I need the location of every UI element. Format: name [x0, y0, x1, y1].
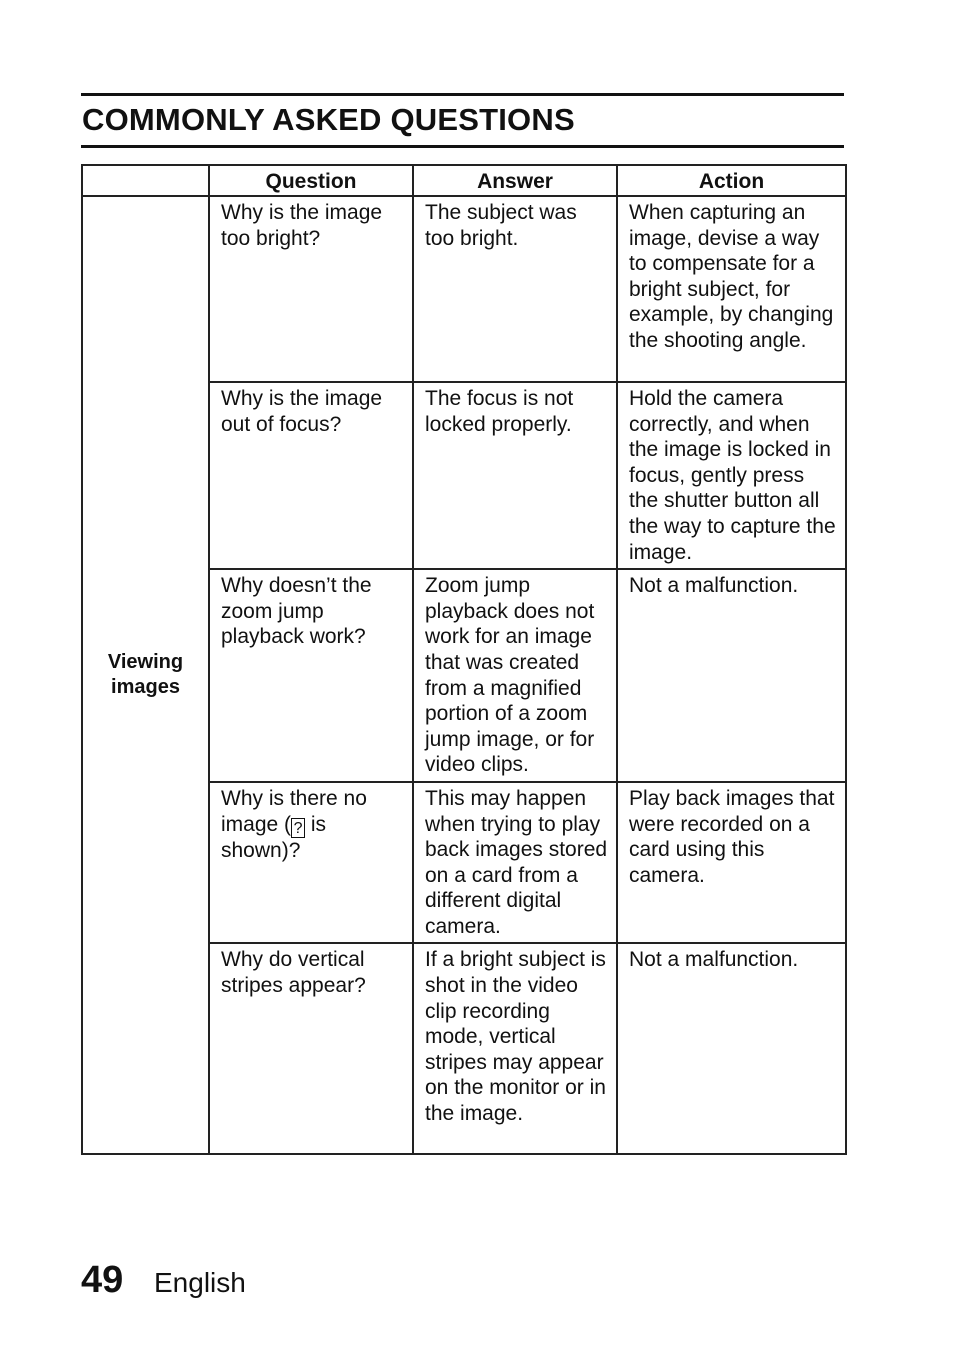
header-category — [82, 165, 209, 196]
answer-cell: The focus is not locked properly. — [413, 382, 617, 569]
answer-cell: If a bright subject is shot in the video clip recording mode, vertical stripes may appear on the monitor or in the image. — [413, 943, 617, 1154]
table-row — [82, 196, 846, 382]
page-language: English — [154, 1267, 246, 1298]
category-label: Viewing images — [107, 651, 184, 699]
title-rule-top — [81, 93, 844, 96]
header-question: Question — [209, 165, 413, 196]
category-cell — [82, 196, 209, 1154]
answer-cell: The subject was too bright. — [413, 196, 617, 382]
header-answer: Answer — [413, 165, 617, 196]
title-rule-bottom — [81, 145, 844, 148]
question-cell: Why doesn’t the zoom jump playback work? — [209, 569, 413, 782]
faq-table — [81, 164, 847, 1155]
action-cell: Play back images that were recorded on a card using this camera. — [617, 782, 846, 944]
action-cell: Not a malfunction. — [617, 569, 846, 782]
question-mark-icon: ? — [291, 818, 305, 838]
page-title: COMMONLY ASKED QUESTIONS — [82, 102, 575, 137]
answer-cell: This may happen when trying to play back images stored on a card from a different digital camera. — [413, 782, 617, 944]
question-cell: Why do vertical stripes appear? — [209, 943, 413, 1154]
question-cell — [209, 782, 413, 944]
action-cell: When capturing an image, devise a way to compensate for a bright subject, for example, by changing the shooting angle. — [617, 196, 846, 382]
question-cell: Why is the image out of focus? — [209, 382, 413, 569]
header-action: Action — [617, 165, 846, 196]
table-header-row — [82, 165, 846, 196]
question-text-post: is shown)? — [221, 812, 327, 862]
action-cell: Not a malfunction. — [617, 943, 846, 1154]
page-number: 49 — [81, 1259, 124, 1301]
question-text-pre: Why is there no image ( — [221, 786, 367, 836]
action-cell: Hold the camera correctly, and when the image is locked in focus, gently press the shutter button all the way to capture the image. — [617, 382, 846, 569]
answer-cell: Zoom jump playback does not work for an image that was created from a magnified portion of a zoom jump image, or for video clips. — [413, 569, 617, 782]
question-cell: Why is the image too bright? — [209, 196, 413, 382]
